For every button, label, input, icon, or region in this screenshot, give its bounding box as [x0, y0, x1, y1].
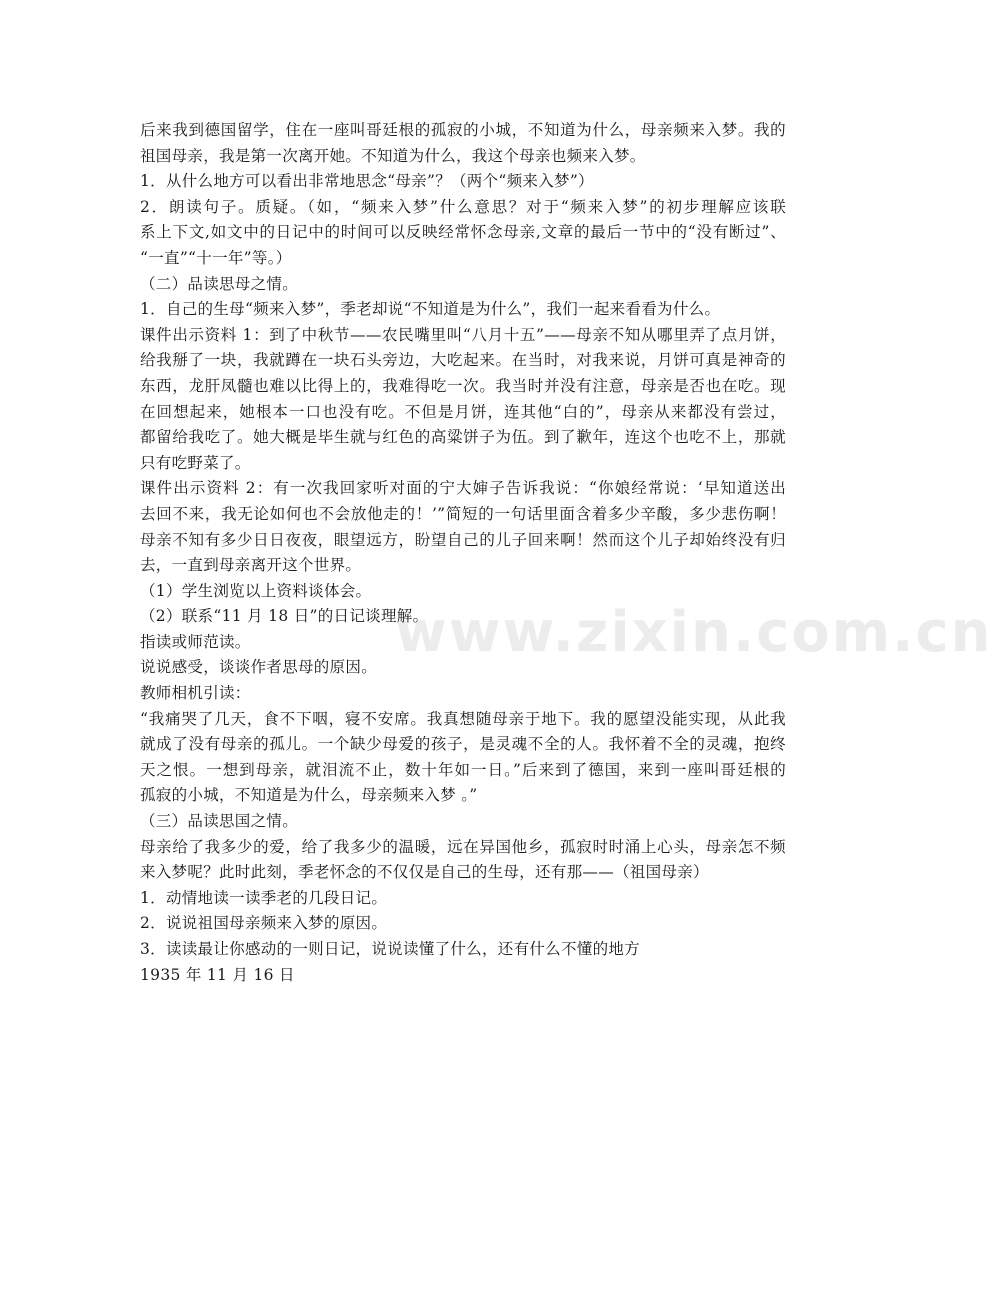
text-line: （1）学生浏览以上资料谈体会。	[140, 581, 372, 600]
text-line: （三）品读思国之情。	[140, 812, 299, 831]
watermark: www.zixin.com.cn	[395, 600, 993, 665]
text-line: 教师相机引读：	[140, 684, 251, 703]
paragraph-lines	[140, 118, 786, 988]
text-line: 指读或师范读。	[140, 632, 251, 651]
text-line: 3．读读最让你感动的一则日记，说说读懂了什么，还有什么不懂的地方	[140, 940, 640, 958]
text-line: 天之恨。一想到母亲，就泪流不止，数十年如一日。”后来到了德国，来到一座叫哥廷根的	[140, 760, 786, 779]
text-line: 1935 年 11 月 16 日	[140, 965, 295, 984]
text-line: 1．从什么地方可以看出非常地思念“母亲”？（两个“频来入梦”）	[140, 172, 594, 191]
text-line: 母亲不知有多少日日夜夜，眼望远方，盼望自己的儿子回来啊！然而这个儿子却始终没有归	[140, 530, 786, 549]
text-line: 母亲给了我多少的爱，给了我多少的温暖，远在异国他乡，孤寂时时涌上心头，母亲怎不频	[140, 837, 786, 856]
text-line: 只有吃野菜了。	[140, 453, 251, 472]
text-line: 去回不来，我无论如何也不会放他走的！’”简短的一句话里面含着多少辛酸，多少悲伤啊！	[140, 504, 786, 523]
text-line: 就成了没有母亲的孤儿。一个缺少母爱的孩子，是灵魂不全的人。我怀着不全的灵魂，抱终	[140, 735, 786, 754]
text-line: 给我掰了一块，我就蹲在一块石头旁边，大吃起来。在当时，对我来说，月饼可真是神奇的	[140, 351, 786, 370]
text-line: 来入梦呢？此时此刻，季老怀念的不仅仅是自己的生母，还有那——（祖国母亲）	[140, 863, 709, 882]
text-line: 在回想起来，她根本一口也没有吃。不但是月饼，连其他“白的”，母亲从来都没有尝过，	[140, 402, 786, 421]
text-line: “一直”“十一年”等。）	[140, 248, 292, 267]
text-line: 课件出示资料 1：到了中秋节——农民嘴里叫“八月十五”——母亲不知从哪里弄了点月饼，	[140, 325, 786, 344]
text-line: 去，一直到母亲离开这个世界。	[140, 556, 362, 575]
text-line: 1．自己的生母“频来入梦”，季老却说“不知道是为什么”，我们一起来看看为什么。	[140, 300, 721, 319]
text-line: “我痛哭了几天，食不下咽，寝不安席。我真想随母亲于地下。我的愿望没能实现，从此我	[140, 709, 786, 728]
text-line: 系上下文,如文中的日记中的时间可以反映经常怀念母亲,文章的最后一节中的“没有断过”、	[140, 223, 786, 242]
text-line: 2．朗读句子。质疑。（如，“频来入梦”什么意思？对于“频来入梦”的初步理解应该联	[140, 197, 786, 216]
text-line: 都留给我吃了。她大概是毕生就与红色的高粱饼子为伍。到了歉年，连这个也吃不上，那就	[140, 428, 786, 447]
text-line: 孤寂的小城，不知道是为什么，母亲频来入梦 。”	[140, 786, 478, 805]
text-line: 1．动情地读一读季老的几段日记。	[140, 888, 388, 907]
text-line: 课件出示资料 2：有一次我回家听对面的宁大婶子告诉我说：“你娘经常说：‘早知道送出	[140, 479, 786, 498]
text-line: 后来我到德国留学，住在一座叫哥廷根的孤寂的小城，不知道为什么，母亲频来入梦。我的	[140, 121, 786, 139]
text-line: 2．说说祖国母亲频来入梦的原因。	[140, 914, 388, 933]
document-body	[140, 118, 786, 988]
text-line: 说说感受，谈谈作者思母的原因。	[140, 658, 378, 677]
text-line: （二）品读思母之情。	[140, 274, 299, 293]
text-line: 东西，龙肝凤髓也难以比得上的，我难得吃一次。我当时并没有注意，母亲是否也在吃。现	[140, 376, 786, 395]
text-line: （2）联系“11 月 18 日”的日记谈理解。	[140, 607, 429, 626]
text-line: 祖国母亲，我是第一次离开她。不知道为什么，我这个母亲也频来入梦。	[140, 146, 646, 165]
